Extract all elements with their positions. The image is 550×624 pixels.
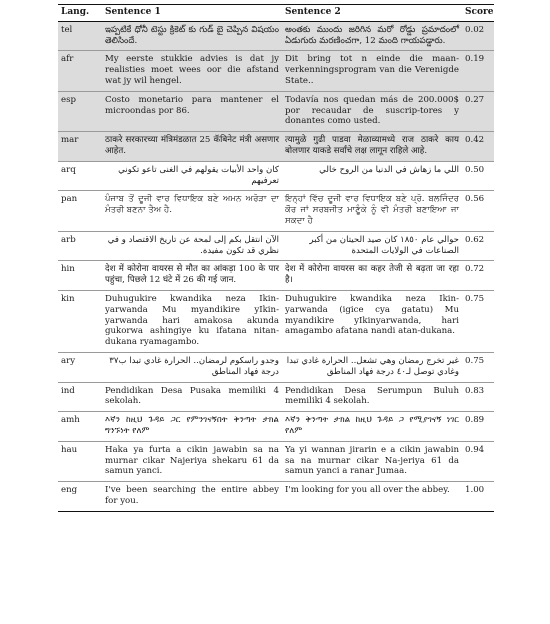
cell-score: 0.27	[462, 91, 494, 131]
cell-lang: eng	[58, 482, 102, 512]
table-row	[58, 412, 494, 442]
table-row	[58, 261, 494, 291]
header-score: Score	[465, 7, 494, 17]
cell-sentence1: እኛን ከዚህ ጉዳይ ጋር የምንገናኝበት ቅንጣት ታክል ግንኙነት የለም	[102, 412, 282, 442]
cell-sentence2: Pendidikan Desa Serumpun Buluh memiliki 4 sekolah.	[282, 382, 462, 412]
cell-sentence2: Todavía nos quedan más de 200.000$ por recaudar de suscrip-tores y donantes como usted.	[282, 91, 462, 131]
table-body	[58, 21, 494, 511]
cell-sentence2: Duhugukire kwandika neza Ikin-yarwanda (igice cya gatatu) Mu myandikire yIkinyarwanda, hari amagambo afatana nandi atan-dukana.	[282, 290, 462, 352]
cell-sentence1: وجدو راسكوم لرمضان.. الحرارة غادي تبدا ب٣٧ درجة فهاد المناطق	[102, 352, 282, 382]
similarity-table-container	[58, 4, 494, 512]
cell-sentence2: اللي ما زهاش في الدنيا من الروح خالي	[282, 161, 462, 191]
cell-score: 0.56	[462, 191, 494, 231]
table-row	[58, 191, 494, 231]
table-row	[58, 382, 494, 412]
table-row	[58, 290, 494, 352]
table-row	[58, 51, 494, 91]
cell-score: 0.62	[462, 231, 494, 261]
cell-lang: afr	[58, 51, 102, 91]
header-lang: Lang.	[61, 7, 90, 17]
cell-sentence1: ఇప్పటికే ధోనీ టెస్టు క్రికెట్ కు గుడ్ బై చెప్పిన విషయం తెలిసిందే.	[102, 21, 282, 51]
cell-sentence2: ਇਨ੍ਹਾਂ ਵਿੱਚ ਦੂਜੀ ਵਾਰ ਵਿਧਾਇਕ ਬਣੇ ਪ੍ਰੋ. ਬਲਜਿੰਦਰ ਕੌਰ ਜਾਂ ਸਰਬਜੀਤ ਮਾਣੂੰਕੇ ਨੂੰ ਵੀ ਮੰਤਰੀ ਬਣਾਇਆ ਜਾ ਸਕਦਾ ਹੈ	[282, 191, 462, 231]
cell-score: 0.42	[462, 132, 494, 162]
cell-score: 0.72	[462, 261, 494, 291]
cell-sentence2: అంతకు ముందు జరిగిన మరో రోడ్డు ప్రమాదంలో ఏడుగురు మరణించగా, 12 మంది గాయపడ్డారు.	[282, 21, 462, 51]
cell-sentence2: I'm looking for you all over the abbey.	[282, 482, 462, 512]
cell-score: 0.02	[462, 21, 494, 51]
cell-score: 0.89	[462, 412, 494, 442]
table-row	[58, 482, 494, 512]
cell-score: 0.75	[462, 352, 494, 382]
cell-lang: hin	[58, 261, 102, 291]
table-row	[58, 161, 494, 191]
cell-sentence2: እኛን ቅንጣት ታክል ከዚህ ጉዳይ ጋ የሚያገናኝ ነገር የለም	[282, 412, 462, 442]
table-row	[58, 231, 494, 261]
cell-lang: amh	[58, 412, 102, 442]
cell-sentence2: Ya yi wannan jirarin e a cikin jawabin sa na murnar cikar Na-jeriya 61 da samun yanci a ranar Jumaa.	[282, 441, 462, 481]
cell-lang: esp	[58, 91, 102, 131]
cell-lang: arb	[58, 231, 102, 261]
cell-score: 0.19	[462, 51, 494, 91]
cell-lang: kin	[58, 290, 102, 352]
cell-sentence1: My eerste stukkie advies is dat jy realisties moet wees oor die afstand wat jy wil hengel.	[102, 51, 282, 91]
cell-sentence1: I've been searching the entire abbey for you.	[102, 482, 282, 512]
cell-lang: ary	[58, 352, 102, 382]
cell-score: 0.83	[462, 382, 494, 412]
cell-lang: hau	[58, 441, 102, 481]
header-sentence2: Sentence 2	[285, 7, 341, 17]
cell-lang: arq	[58, 161, 102, 191]
cell-sentence2: त्यामुळे गुढी पाडवा मेळाव्यामध्ये राज ठाकरे काय बोलणार याकडे सर्वांचे लक्ष लागून राहिले आहे.	[282, 132, 462, 162]
similarity-table	[58, 4, 494, 512]
cell-score: 1.00	[462, 482, 494, 512]
cell-score: 0.50	[462, 161, 494, 191]
cell-sentence1: Costo monetario para mantener el microondas por 86.	[102, 91, 282, 131]
cell-sentence1: देश में कोरोना वायरस से मौत का आंकड़ा 100 के पार पहुंचा, पिछले 12 घंटे में 26 की गई जान.	[102, 261, 282, 291]
cell-lang: ind	[58, 382, 102, 412]
cell-score: 0.75	[462, 290, 494, 352]
cell-sentence2: غير تخرج رمضان وهي تشعل.. الحرارة غادي تبدا وغادي توصل لـ٤٠ درجة فهاد المناطق	[282, 352, 462, 382]
cell-sentence1: Pendidikan Desa Pusaka memiliki 4 sekolah.	[102, 382, 282, 412]
table-row	[58, 21, 494, 51]
cell-sentence1: Haka ya furta a cikin jawabin sa na murnar cikar Najeriya shekaru 61 da samun yanci.	[102, 441, 282, 481]
cell-lang: tel	[58, 21, 102, 51]
cell-sentence2: Dit bring tot n einde die maan-verkenningsprogram van die Verenigde State..	[282, 51, 462, 91]
header-sentence1: Sentence 1	[105, 7, 161, 17]
table-row	[58, 91, 494, 131]
cell-sentence1: ਪੰਜਾਬ ਤੋਂ ਦੂਜੀ ਵਾਰ ਵਿਧਾਇਕ ਬਣੇ ਅਮਨ ਅਰੋੜਾ ਦਾ ਮੰਤਰੀ ਬਣਨਾ ਤੈਅ ਹੈ.	[102, 191, 282, 231]
cell-sentence1: ठाकरे सरकारच्या मंत्रिमंडळात 25 कॅबिनेट मंत्री असणार आहेत.	[102, 132, 282, 162]
cell-sentence1: الآن انتقل بكم إلى لمحة عن تاريخ الاقتصاد و في نظري قد تكون مفيدة.	[102, 231, 282, 261]
cell-sentence1: Duhugukire kwandika neza Ikin-yarwanda Mu myandikire yIkin-yarwanda hari amakosa akunda gukorwa ashingiye ku ifatana nitan-dukana ryamagambo.	[102, 290, 282, 352]
table-row	[58, 132, 494, 162]
table-row	[58, 352, 494, 382]
table-header	[58, 5, 494, 22]
cell-sentence2: देश में कोरोना वायरस का कहर तेजी से बढ़ता जा रहा है।	[282, 261, 462, 291]
table-row	[58, 441, 494, 481]
cell-lang: mar	[58, 132, 102, 162]
cell-sentence2: حوالي عام ١٨٥٠ كان صيد الحيتان من أكبر الصناعات في الولايات المتحدة	[282, 231, 462, 261]
cell-lang: pan	[58, 191, 102, 231]
cell-score: 0.94	[462, 441, 494, 481]
header-row	[58, 5, 494, 22]
cell-sentence1: كان واحد الأبيات يقولهم في الغنى تاعو تكوني تعرفيهم	[102, 161, 282, 191]
